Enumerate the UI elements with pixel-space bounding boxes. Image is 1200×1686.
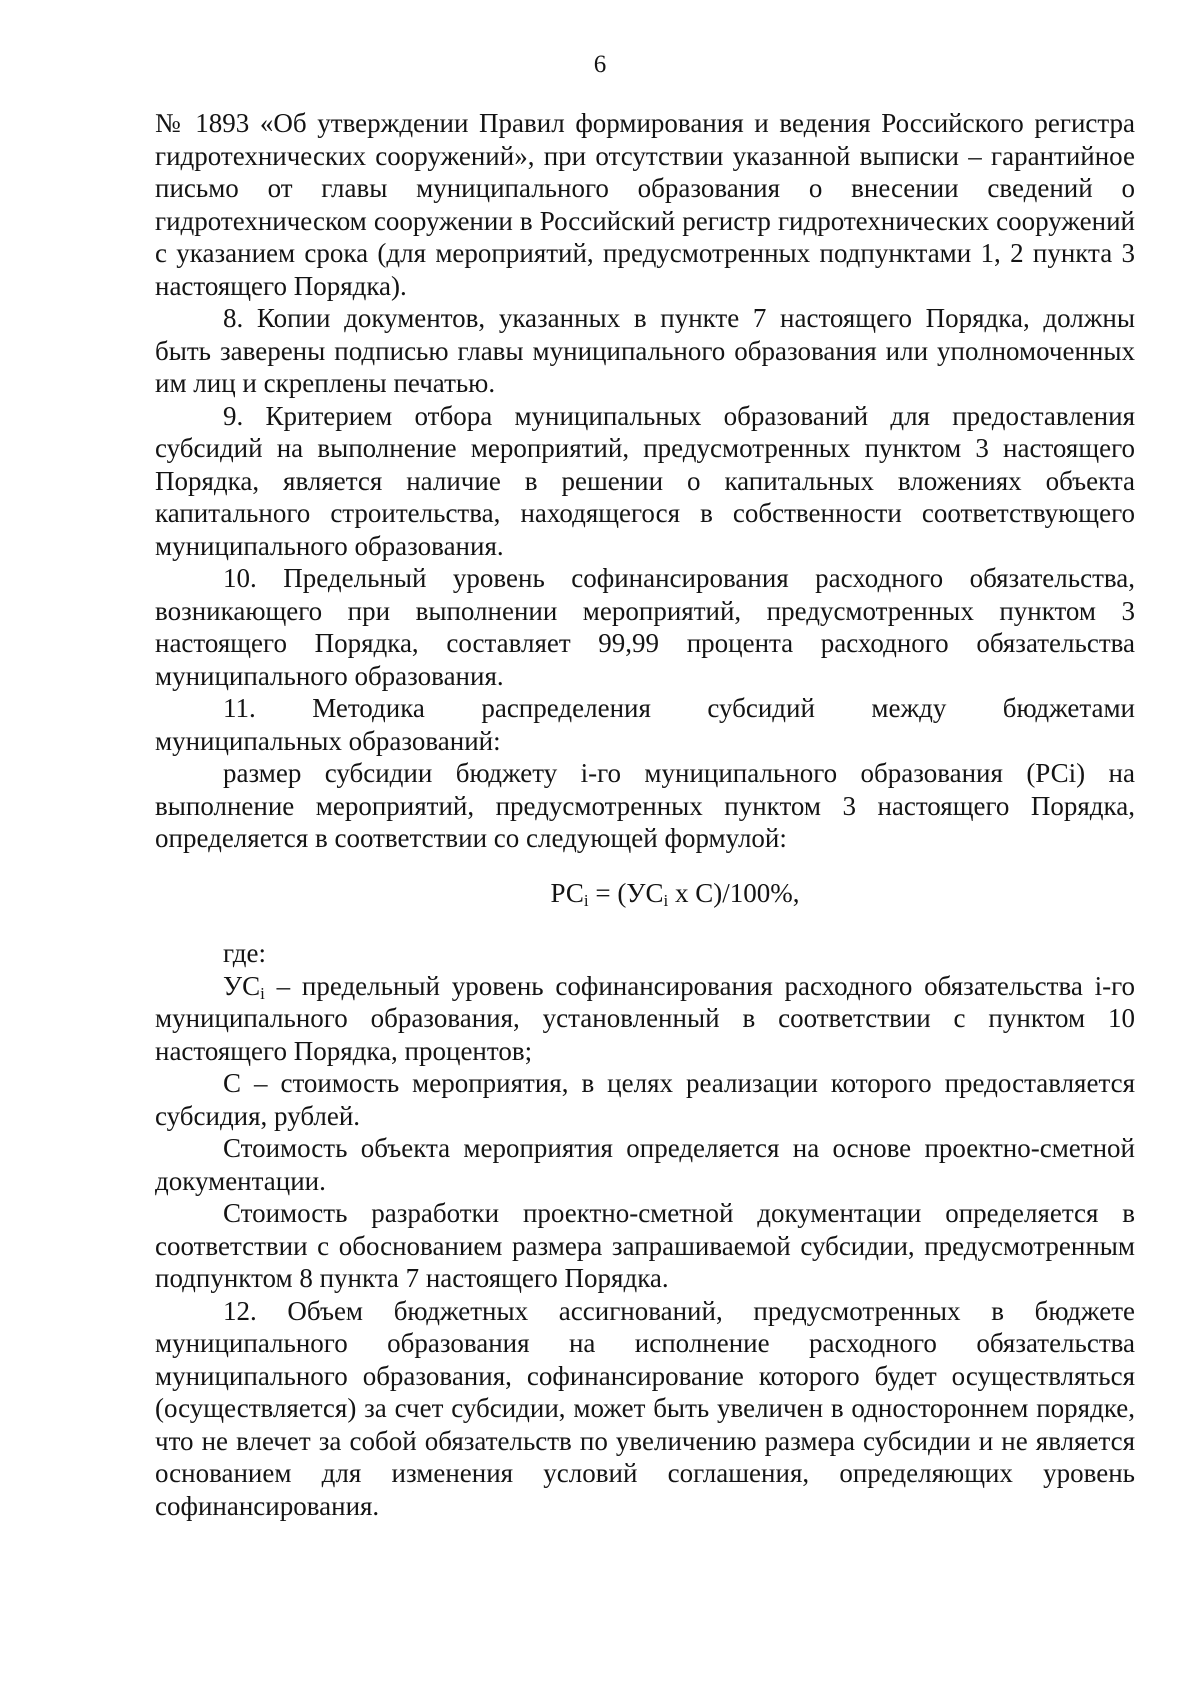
paragraph-11-heading: 11. Методика распределения субсидий между бюджетами: [223, 693, 1135, 723]
paragraph-11-heading-cont: муниципальных образований:: [155, 725, 501, 756]
formula-lhs: РС: [550, 877, 584, 908]
formula: [155, 877, 1135, 910]
paragraph-continuation: № 1893 «Об утверждении Правил формирования и ведения Российского регистра гидротехнических сооружений», при отсутствии указанной выписки – гарантийное письмо от главы муниципального образования о внесении сведений о гидротехническом сооружении в Российский регистр гидротехнических сооружений с указанием срока (для мероприятий, предусмотренных подпунктами 1, 2 пункта 3 настоящего Порядка).: [155, 108, 1135, 301]
page-number: 6: [593, 51, 607, 78]
usi-symbol: УС: [223, 970, 261, 1001]
paragraph-12: 12. Объем бюджетных ассигнований, предусмотренных в бюджете муниципального образования на исполнение расходного обязательства муниципального образования, софинансирование которого будет осуществляться (осуществляется) за счет субсидии, может быть увеличен в одностороннем порядке, что не влечет за собой обязательств по увеличению размера субсидии и не является основанием для изменения условий соглашения, определяющих уровень софинансирования.: [155, 1295, 1135, 1521]
usi-definition: [155, 970, 1135, 1068]
formula-rhs-sub: i: [663, 890, 669, 910]
paragraph-9: 9. Критерием отбора муниципальных образований для предоставления субсидий на выполнение мероприятий, предусмотренных пунктом 3 настоящего Порядка, является наличие в решении о капитальных вложениях объекта капитального строительства, находящегося в собственности соответствующего муниципального образования.: [155, 400, 1135, 561]
paragraph-10: 10. Предельный уровень софинансирования расходного обязательства, возникающего при выполнении мероприятий, предусмотренных пунктом 3 настоящего Порядка, составляет 99,99 процента расходного обязательства муниципального образования.: [155, 563, 1135, 691]
where-label: где:: [223, 938, 266, 968]
formula-lhs-sub: i: [583, 890, 589, 910]
document-body: [155, 107, 1135, 1522]
paragraph-11-size: размер субсидии бюджету i-го муниципального образования (РСi) на выполнение мероприятий, предусмотренных пунктом 3 настоящего Порядка, определяется в соответствии со следующей формулой:: [155, 758, 1135, 853]
c-definition: С – стоимость мероприятия, в целях реализации которого предоставляется субсидия, рублей.: [155, 1068, 1135, 1131]
usi-definition-text: – предельный уровень софинансирования расходного обязательства i-го муниципального образования, установленный в соответствии с пунктом 10 настоящего Порядка, процентов;: [155, 970, 1135, 1066]
usi-sub: i: [260, 983, 265, 1003]
formula-rhs-rest: x С)/100%,: [668, 877, 800, 908]
cost-design: Стоимость разработки проектно-сметной документации определяется в соответствии с обоснованием размера запрашиваемой субсидии, предусмотренным подпунктом 8 пункта 7 настоящего Порядка.: [155, 1198, 1135, 1293]
paragraph-8: 8. Копии документов, указанных в пункте 7 настоящего Порядка, должны быть заверены подписью главы муниципального образования или уполномоченных им лиц и скреплены печатью.: [155, 303, 1135, 398]
formula-eq-open: = (УС: [588, 877, 664, 908]
cost-object: Стоимость объекта мероприятия определяется на основе проектно-сметной документации.: [155, 1133, 1135, 1196]
